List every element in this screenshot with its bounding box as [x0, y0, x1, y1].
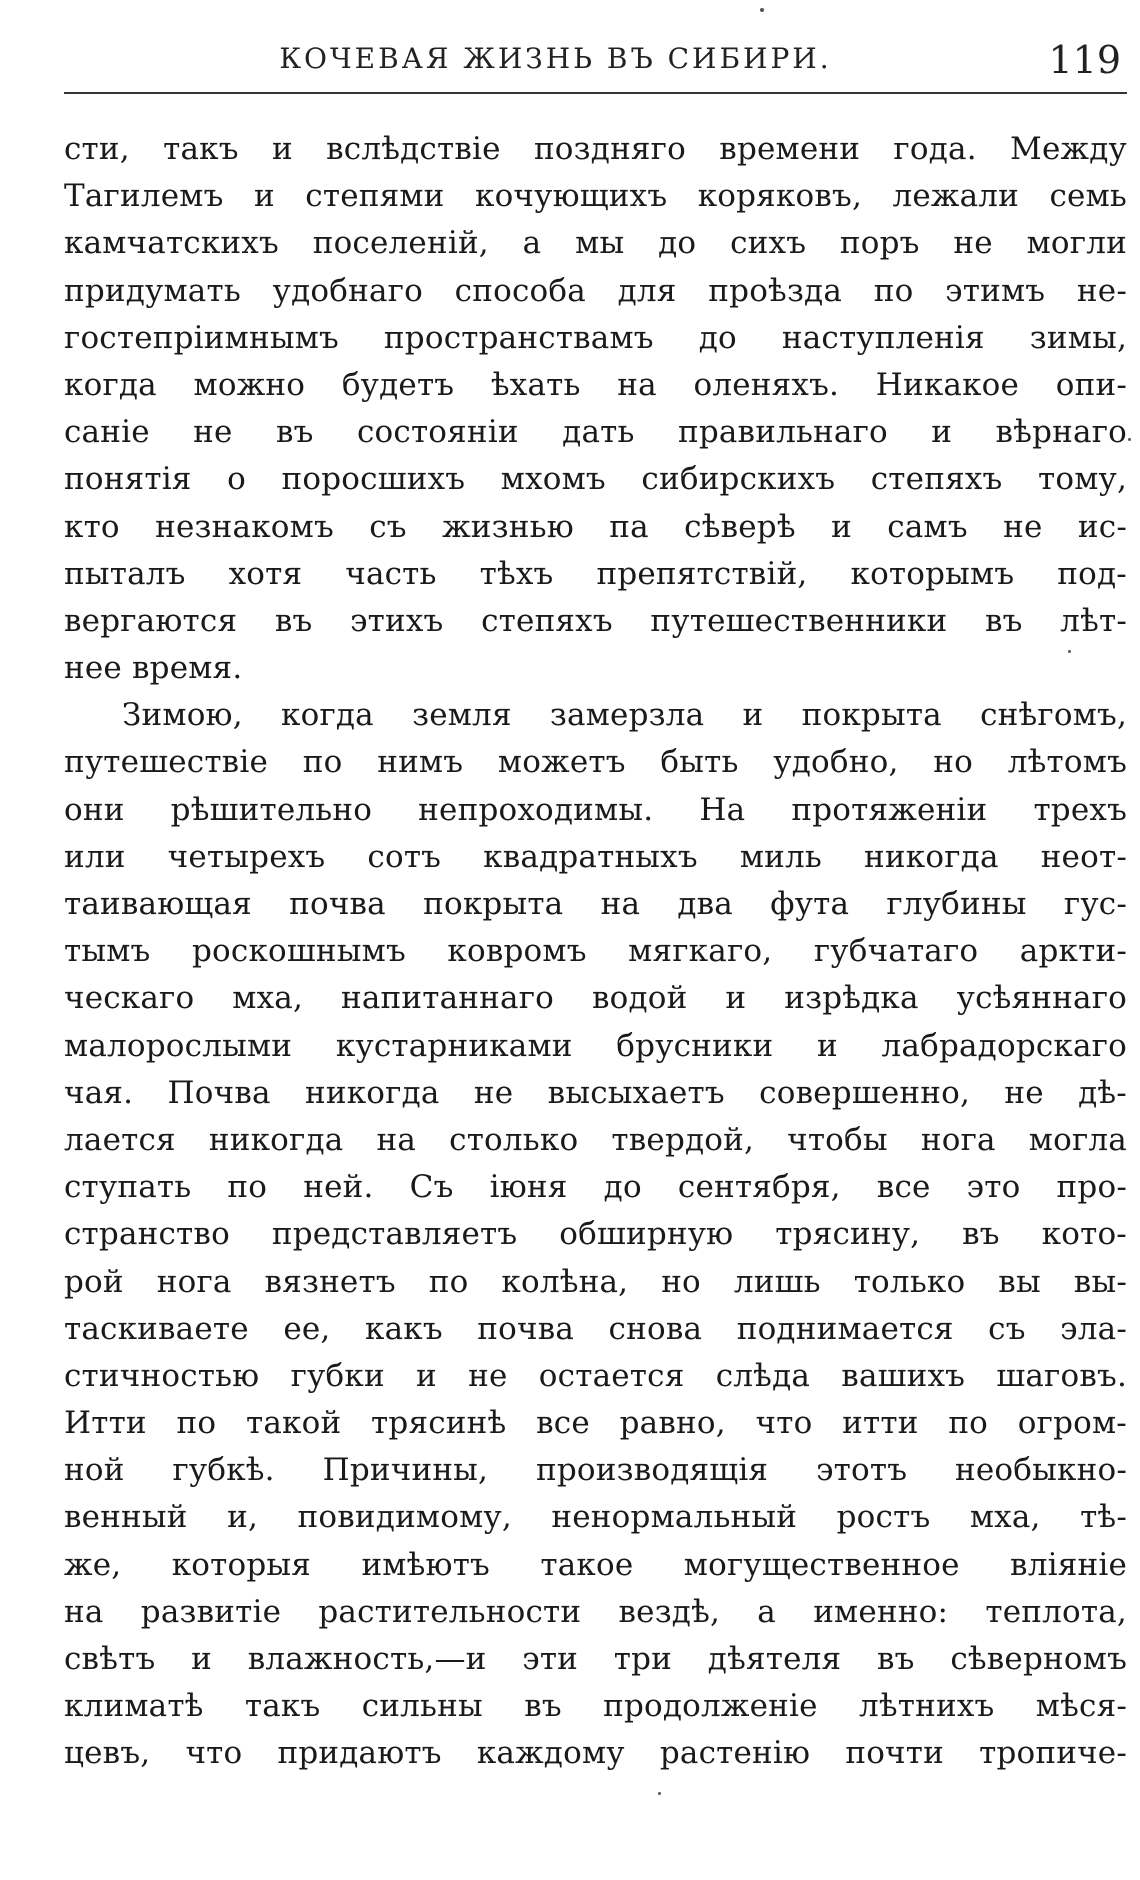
text-line: саніе не въ состояніи дать правильнаго и вѣрнаго [64, 414, 1127, 451]
text-line: свѣтъ и влажность,—и эти три дѣятеля въ сѣверномъ [64, 1641, 1127, 1677]
text-line: Зимою, когда земля замерзла и покрыта снѣгомъ, [122, 697, 1127, 734]
text-line: или четырехъ сотъ квадратныхъ миль никогда неот- [64, 838, 1127, 875]
body-text [64, 126, 1127, 1778]
text-line: малорослыми кустарниками брусники и лабрадорскаго [64, 1027, 1127, 1064]
text-line: таскиваете ее, какъ почва снова поднимается съ эла- [64, 1310, 1127, 1347]
text-line: придумать удобнаго способа для проѣзда по этимъ не- [64, 272, 1127, 309]
text-line: кто незнакомъ съ жизнью па сѣверѣ и самъ не ис- [64, 508, 1127, 545]
text-line: вергаются въ этихъ степяхъ путешественники въ лѣт- [64, 602, 1127, 639]
text-line: же, которыя имѣютъ такое могущественное вліяніе [64, 1546, 1127, 1583]
text-line: ной губкѣ. Причины, производящія этотъ необыкно- [64, 1452, 1127, 1489]
print-speck [1128, 438, 1131, 441]
text-line: чая. Почва никогда не высыхаетъ совершенно, не дѣ- [64, 1074, 1127, 1111]
text-line: понятія о поросшихъ мхомъ сибирскихъ степяхъ тому, [64, 461, 1127, 498]
page-number: 119 [1048, 38, 1121, 82]
text-line: венный и, повидимому, ненормальный ростъ мха, тѣ- [64, 1499, 1127, 1536]
text-line: они рѣшительно непроходимы. На протяженіи трехъ [64, 791, 1127, 828]
running-title: КОЧЕВАЯ ЖИЗНЬ ВЪ СИБИРИ. [279, 42, 832, 75]
text-line: рой нога вязнетъ по колѣна, но лишь только вы вы- [64, 1263, 1127, 1300]
text-line: нее время. [64, 650, 243, 687]
text-line: камчатскихъ поселеній, а мы до сихъ поръ не могли [64, 225, 1127, 262]
paragraph-1 [64, 126, 1127, 692]
text-line: лается никогда на столько твердой, чтобы нога могла [64, 1121, 1127, 1158]
text-line: гостепріимнымъ пространствамъ до наступленія зимы, [64, 319, 1127, 356]
text-line: ступать по ней. Съ іюня до сентября, все это про- [64, 1169, 1127, 1206]
print-speck [658, 1792, 661, 1795]
text-line: Тагилемъ и степями кочующихъ коряковъ, лежали семь [64, 178, 1127, 215]
text-line: климатѣ такъ сильны въ продолженіе лѣтнихъ мѣся- [64, 1688, 1127, 1725]
paragraph-2 [64, 692, 1127, 1777]
text-line: сти, такъ и вслѣдствіе поздняго времени года. Между [64, 131, 1127, 167]
print-speck [1068, 650, 1071, 653]
print-speck [760, 8, 764, 12]
text-line: когда можно будетъ ѣхать на оленяхъ. Никакое опи- [64, 366, 1127, 403]
text-line: Итти по такой трясинѣ все равно, что итти по огром- [64, 1405, 1127, 1442]
page-header [64, 38, 1127, 94]
text-line: пыталъ хотя часть тѣхъ препятствій, которымъ под- [64, 555, 1127, 592]
text-line: странство представляетъ обширную трясину, въ кото- [64, 1216, 1127, 1253]
text-line: путешествіе по нимъ можетъ быть удобно, но лѣтомъ [64, 744, 1127, 781]
text-line: цевъ, что придаютъ каждому растенію почти тропиче- [64, 1735, 1127, 1772]
text-line: ческаго мха, напитаннаго водой и изрѣдка усѣяннаго [64, 980, 1127, 1017]
text-line: тымъ роскошнымъ ковромъ мягкаго, губчатаго аркти- [64, 933, 1127, 970]
header-rule [64, 92, 1127, 94]
text-line: таивающая почва покрыта на два фута глубины гус- [64, 886, 1127, 922]
text-line: на развитіе растительности вездѣ, а именно: теплота, [64, 1593, 1127, 1630]
text-line: стичностью губки и не остается слѣда вашихъ шаговъ. [64, 1357, 1127, 1394]
book-page [64, 0, 1127, 1880]
